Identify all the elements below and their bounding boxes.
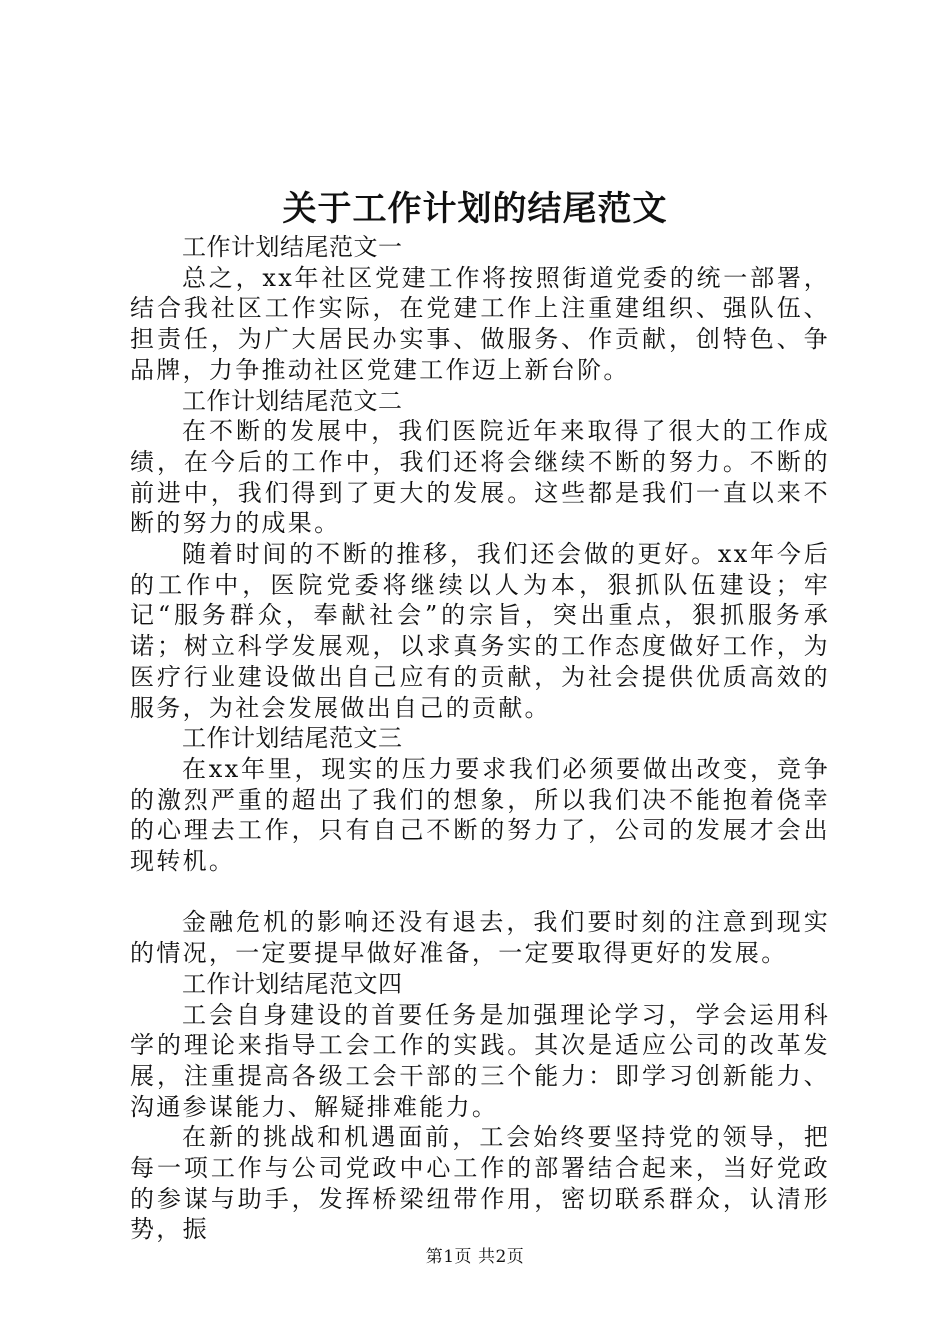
paragraph: 总之，xx年社区党建工作将按照街道党委的统一部署，结合我社区工作实际，在党建工作上注重建组织、强队伍、担责任，为广大居民办实事、做服务、作贡献，创特色、争品牌，力争推动社区党建工作迈上新台阶。 <box>130 263 830 384</box>
page-footer: 第1页 共2页 <box>425 1247 525 1267</box>
paragraph: 在xx年里，现实的压力要求我们必须要做出改变，竞争的激烈严重的超出了我们的想象，所以我们决不能抱着侥幸的心理去工作，只有自己不断的努力了，公司的发展才会出现转机。 <box>130 754 830 876</box>
document-title: 关于工作计划的结尾范文 <box>282 189 668 229</box>
section-heading-3: 工作计划结尾范文三 <box>182 724 403 753</box>
paragraph: 工会自身建设的首要任务是加强理论学习，学会运用科学的理论来指导工会工作的实践。其次是适应公司的改革发展，注重提高各级工会干部的三个能力：即学习创新能力、沟通参谋能力、解疑排难能力。 <box>130 1000 830 1121</box>
paragraph: 金融危机的影响还没有退去，我们要时刻的注意到现实的情况，一定要提早做好准备，一定要取得更好的发展。 <box>130 908 830 968</box>
blank-line <box>130 877 830 908</box>
document-body <box>130 232 830 1245</box>
section-heading-1: 工作计划结尾范文一 <box>182 233 403 261</box>
paragraph: 在不断的发展中，我们医院近年来取得了很大的工作成绩，在今后的工作中，我们还将会继续不断的努力。不断的前进中，我们得到了更大的发展。这些都是我们一直以来不断的努力的成果。 <box>130 417 830 538</box>
section-heading-2: 工作计划结尾范文二 <box>182 386 403 415</box>
paragraph: 在新的挑战和机遇面前，工会始终要坚持党的领导，把每一项工作与公司党政中心工作的部署结合起来，当好党政的参谋与助手，发挥桥梁纽带作用，密切联系群众，认清形势，振 <box>130 1123 830 1244</box>
section-heading-4: 工作计划结尾范文四 <box>182 969 403 998</box>
paragraph: 随着时间的不断的推移，我们还会做的更好。xx年今后的工作中，医院党委将继续以人为本，狠抓队伍建设；牢记“服务群众，奉献社会”的宗旨，突出重点，狠抓服务承诺；树立科学发展观，以求真务实的工作态度做好工作，为医疗行业建设做出自己应有的贡献，为社会提供优质高效的服务，为社会发展做出自己的贡献。 <box>130 540 830 722</box>
